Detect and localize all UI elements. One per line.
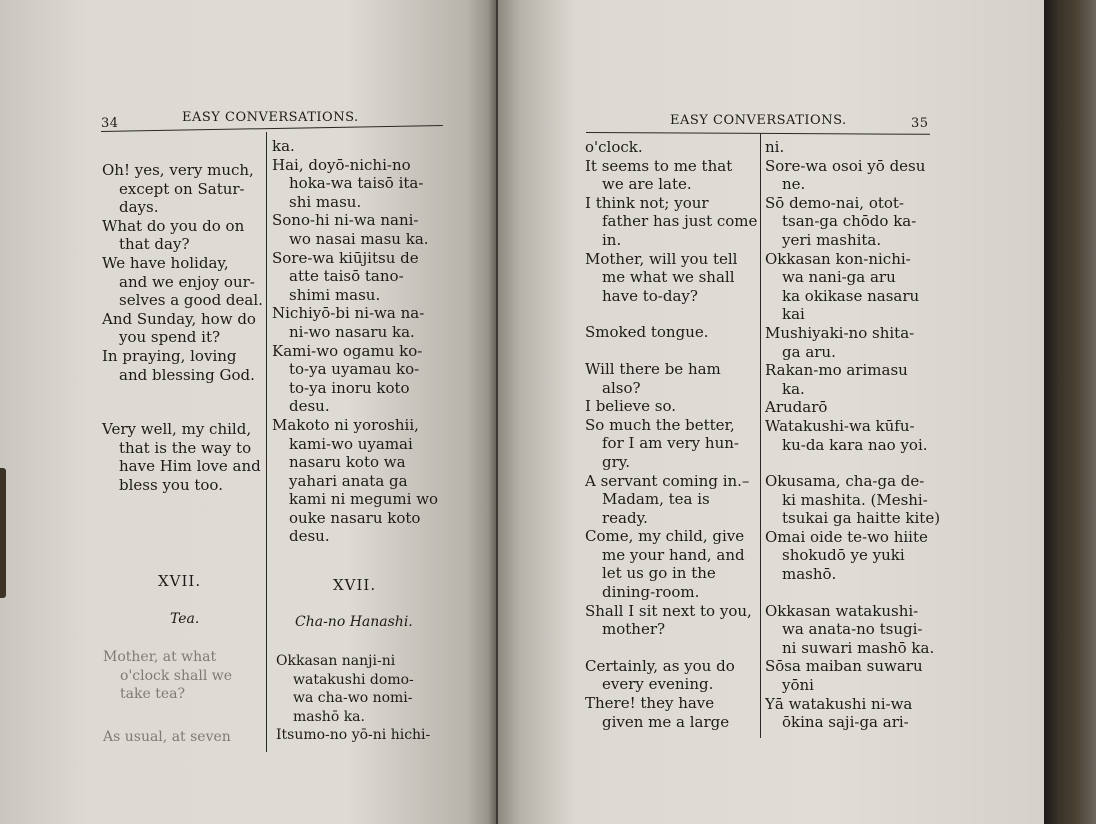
text-entry [102,347,264,384]
right-page-number: 35 [911,116,929,131]
right-english-column [585,138,757,731]
text-line: wa cha-wo nomi- [293,690,413,707]
text-line: Sono-hi ni-wa nani- [272,211,419,230]
text-line: tsukai ga haitte kite) [782,509,941,528]
text-line: tsan-ga chōdo ka- [782,212,917,231]
text-line: In praying, loving [102,346,237,365]
text-line: o'clock. [585,138,643,156]
text-line: We have holiday, [102,253,229,272]
text-line: I believe so. [585,397,676,416]
text-entry [765,324,943,361]
text-line: and blessing God. [119,365,255,384]
text-line: Smoked tongue. [585,323,709,342]
text-line: ouke nasaru koto [289,508,421,527]
text-entry [102,310,264,347]
text-line: Rakan-mo arimasu [765,361,908,380]
text-entry [765,417,943,454]
text-entry [585,527,757,601]
left-english-column-2 [103,648,268,746]
left-page [0,0,496,824]
text-entry [585,157,757,194]
text-line: Okusama, cha-ga de- [765,472,925,491]
text-line: ne. [782,175,806,194]
text-line: And Sunday, how do [102,309,256,328]
text-line: Itsumo-no yō-ni hichi- [276,727,431,744]
text-line: Sō demo-nai, otot- [765,193,904,212]
text-line: have to-day? [602,286,698,305]
text-line: o'clock shall we [120,667,233,684]
text-entry [585,397,757,416]
text-line: every evening. [602,675,714,694]
text-entry [765,194,943,250]
text-line: Very well, my child, [102,420,252,439]
text-line: that is the way to [119,438,252,457]
text-entry [765,361,943,398]
text-line: for I am very hun- [602,434,739,453]
text-entry [765,472,943,528]
text-line: Watakushi-wa kūfu- [765,416,915,435]
text-line: Mother, at what [103,649,217,665]
text-entry [102,254,264,310]
right-japanese-column [765,138,943,732]
text-line: kami ni megumi wo [289,490,439,509]
text-line: in. [602,230,622,249]
text-line: Yā watakushi ni-wa [765,694,913,713]
text-line: Mother, will you tell [585,249,738,268]
left-japanese-column [272,137,450,546]
text-line: bless you too. [119,475,223,494]
text-line: ka okikase nasaru [782,286,920,305]
text-line: kami-wo uyamai [289,434,413,453]
text-line: Sōsa maiban suwaru [765,657,923,676]
text-entry [103,728,268,747]
text-line: Madam, tea is [602,490,710,509]
text-entry [585,602,757,639]
text-entry [272,211,450,248]
left-page-number: 34 [101,116,119,131]
text-line: take tea? [120,686,185,703]
text-line: let us go in the [602,564,716,583]
text-line: Sore-wa osoi yō desu [765,156,926,175]
text-entry [585,323,757,342]
text-entry [585,194,757,250]
text-entry [585,250,757,306]
text-line: hoka-wa taisō ita- [289,174,424,193]
text-entry [585,416,757,472]
text-line: yeri mashita. [782,230,882,249]
text-line: So much the better, [585,415,735,434]
text-line: that day? [119,235,190,254]
text-line: kai [782,305,805,324]
text-line: Oh! yes, very much, [102,161,254,179]
text-line: ki mashita. (Meshi- [782,490,928,509]
text-line: ga aru. [782,342,836,361]
right-page [498,0,1052,824]
text-line: Okkasan nanji-ni [276,653,396,669]
text-line: Shall I sit next to you, [585,601,752,620]
text-entry [765,138,943,157]
page-clip [0,468,6,598]
text-entry [765,250,943,324]
book-cover-edge [1044,0,1096,824]
text-line: mashō. [782,565,837,584]
text-entry [765,157,943,194]
text-entry [765,528,943,584]
text-line: Makoto ni yoroshii, [272,415,419,434]
text-line: shimi masu. [289,285,381,304]
text-line: mashō ka. [293,708,365,725]
text-line: Kami-wo ogamu ko- [272,341,423,360]
text-line: except on Satur- [119,179,245,198]
text-line: Okkasan kon-nichi- [765,249,911,268]
section-title-english: Tea. [170,611,200,627]
text-line: to-ya inoru koto [289,378,410,397]
text-line: Will there be ham [585,359,721,378]
text-line: I think not; your [585,193,709,212]
text-line: Mushiyaki-no shita- [765,323,915,342]
text-line: ka. [782,379,805,398]
text-line: me your hand, and [602,545,745,564]
text-line: A servant coming in.– [585,471,750,490]
text-entry [276,652,452,726]
text-line: Certainly, as you do [585,656,735,675]
left-english-column [102,161,264,495]
text-entry [102,161,264,217]
left-japanese-column-2 [276,652,452,745]
text-entry [102,420,264,494]
text-line: nasaru koto wa [289,453,406,472]
text-line: shi masu. [289,192,362,211]
text-line: watakushi domo- [293,671,414,688]
text-entry [272,249,450,305]
text-line: desu. [289,527,330,546]
text-line: mother? [602,620,666,639]
text-entry [272,156,450,212]
text-line: desu. [289,397,330,416]
text-line: ku-da kara nao yoi. [782,435,928,454]
text-line: we are late. [602,175,692,194]
text-line: There! they have [585,694,715,713]
text-line: Arudarō [765,398,828,417]
text-line: have Him love and [119,457,261,476]
section-number-japanese: XVII. [333,576,377,594]
right-running-head: EASY CONVERSATIONS. [670,113,847,128]
text-entry [765,398,943,417]
left-header-rule [101,125,443,132]
section-title-japanese: Cha-no Hanashi. [295,614,413,630]
text-line: and we enjoy our- [119,272,255,291]
text-line: to-ya uyamau ko- [289,360,420,379]
text-entry [765,695,943,732]
text-line: gry. [602,452,631,471]
text-entry [272,342,450,416]
text-entry [272,416,450,546]
text-line: Nichiyō-bi ni-wa na- [272,304,425,323]
text-entry [276,726,452,745]
right-column-divider [760,133,761,738]
text-line: father has just come [602,212,758,231]
left-running-head: EASY CONVERSATIONS. [182,110,359,125]
text-line: wa anata-no tsugi- [782,620,923,639]
text-line: It seems to me that [585,156,733,175]
section-number-english: XVII. [158,572,202,590]
text-entry [585,657,757,694]
text-line: ready. [602,508,648,527]
text-line: shokudō ye yuki [782,546,905,565]
text-line: dining-room. [602,583,700,602]
text-entry [103,648,268,704]
text-line: Come, my child, give [585,527,745,546]
right-header-rule [586,132,930,135]
text-entry [585,360,757,397]
text-line: wo nasai masu ka. [289,229,429,248]
text-line: selves a good deal. [119,291,263,310]
text-entry [272,304,450,341]
text-line: What do you do on [102,216,245,235]
text-line: ni. [765,138,785,156]
text-line: ni suwari mashō ka. [782,638,935,657]
text-line: Okkasan watakushi- [765,601,919,620]
text-line: yōni [782,676,814,695]
text-entry [765,602,943,658]
text-line: days. [119,198,159,217]
text-entry [585,138,757,157]
text-line: you spend it? [119,328,221,347]
text-line: Hai, doyō-nichi-no [272,155,411,174]
text-entry [102,217,264,254]
text-line: me what we shall [602,268,735,287]
text-entry [765,657,943,694]
text-line: Sore-wa kiūjitsu de [272,248,419,267]
text-line: Omai oide te-wo hiite [765,527,928,546]
text-line: also? [602,378,641,397]
text-line: yahari anata ga [289,471,408,490]
text-entry [272,137,450,156]
text-line: As usual, at seven [103,728,231,745]
text-line: ka. [272,137,295,155]
text-line: ni-wo nasaru ka. [289,322,415,341]
text-entry [585,694,757,731]
text-line: ōkina saji-ga ari- [782,713,909,732]
text-line: wa nani-ga aru [782,268,896,287]
text-line: atte taisō tano- [289,267,404,286]
text-entry [585,472,757,528]
text-line: given me a large [602,712,730,731]
